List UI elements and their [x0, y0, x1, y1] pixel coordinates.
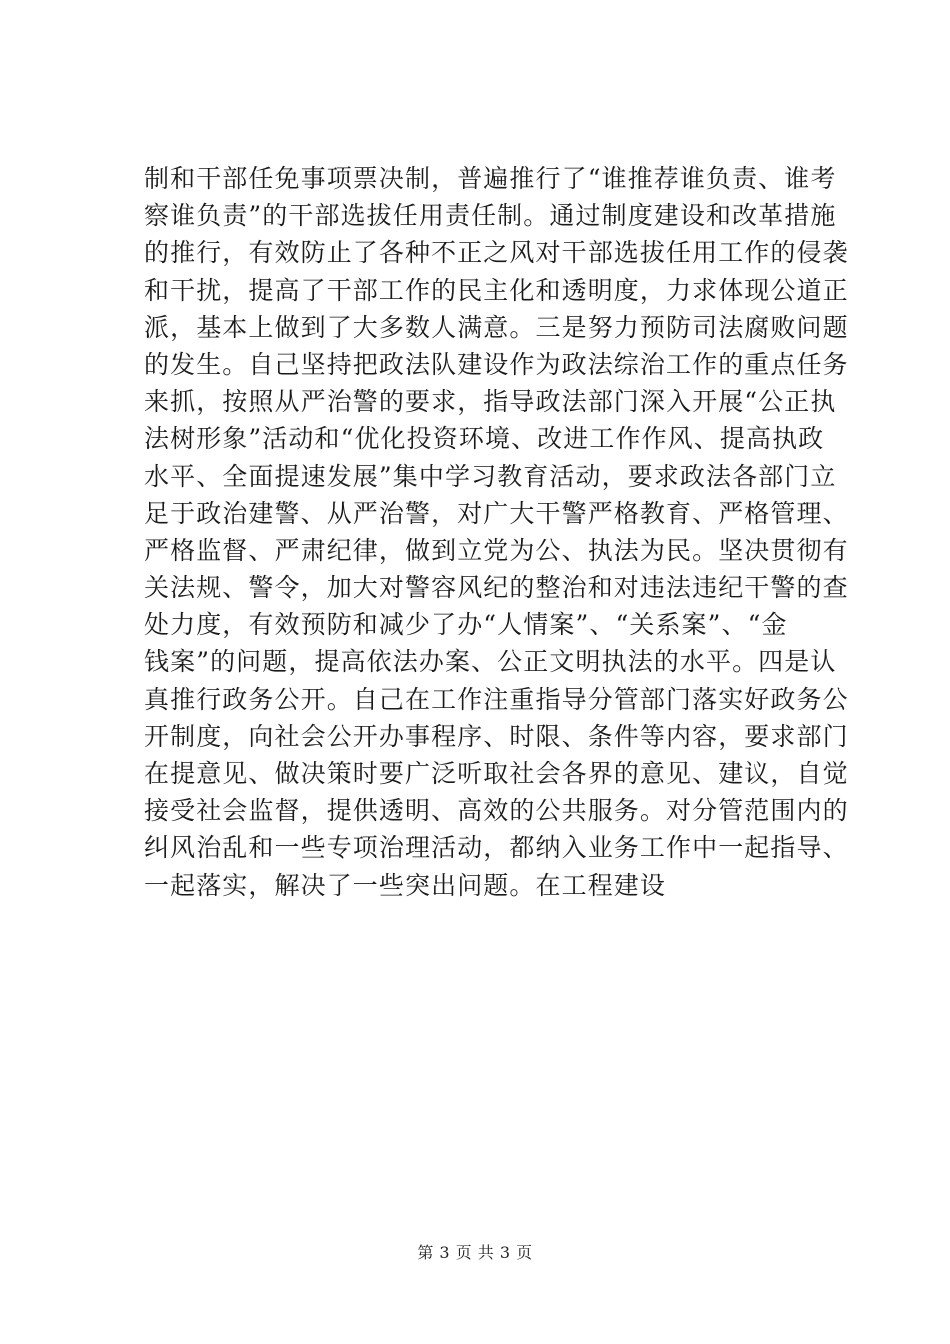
text-line: 水平、全面提速发展”集中学习教育活动，要求政法各部门立: [144, 461, 837, 491]
text-line: 足于政治建警、从严治警，对广大干警严格教育、严格管理、: [144, 498, 849, 528]
text-line: 的发生。自己坚持把政法队建设作为政法综治工作的重点任务: [144, 349, 849, 379]
text-line: 关法规、警令，加大对警容风纪的整治和对违法违纪干警的查: [144, 573, 849, 603]
page-number-footer: 第 3 页 共 3 页: [417, 1243, 533, 1262]
text-line: 严格监督、严肃纪律，做到立党为公、执法为民。坚决贯彻有: [144, 535, 849, 565]
text-line: 处力度，有效预防和减少了办“人情案”、“关系案”、“金: [144, 610, 788, 640]
text-line: 来抓，按照从严治警的要求，指导政法部门深入开展“公正执: [144, 387, 837, 417]
text-line: 真推行政务公开。自己在工作注重指导分管部门落实好政务公: [144, 684, 849, 714]
body-paragraph: [144, 160, 849, 904]
text-line: 一起落实，解决了一些突出问题。在工程建设: [144, 870, 667, 900]
text-line: 制和干部任免事项票决制，普遍推行了“谁推荐谁负责、谁考: [144, 164, 837, 193]
text-line: 派，基本上做到了大多数人满意。三是努力预防司法腐败问题: [144, 312, 849, 342]
text-line: 和干扰，提高了干部工作的民主化和透明度，力求体现公道正: [144, 275, 849, 305]
text-line: 开制度，向社会公开办事程序、时限、条件等内容，要求部门: [144, 721, 849, 751]
text-line: 在提意见、做决策时要广泛听取社会各界的意见、建议，自觉: [144, 759, 849, 788]
text-line: 钱案”的问题，提高依法办案、公正文明执法的水平。四是认: [144, 647, 837, 677]
text-line: 纠风治乱和一些专项治理活动，都纳入业务工作中一起指导、: [144, 833, 849, 863]
text-line: 法树形象”活动和“优化投资环境、改进工作作风、提高执政: [144, 424, 825, 454]
text-line: 的推行，有效防止了各种不正之风对干部选拔任用工作的侵袭: [144, 238, 849, 268]
text-line: 接受社会监督，提供透明、高效的公共服务。对分管范围内的: [144, 796, 849, 826]
text-line: 察谁负责”的干部选拔任用责任制。通过制度建设和改革措施: [144, 201, 837, 231]
